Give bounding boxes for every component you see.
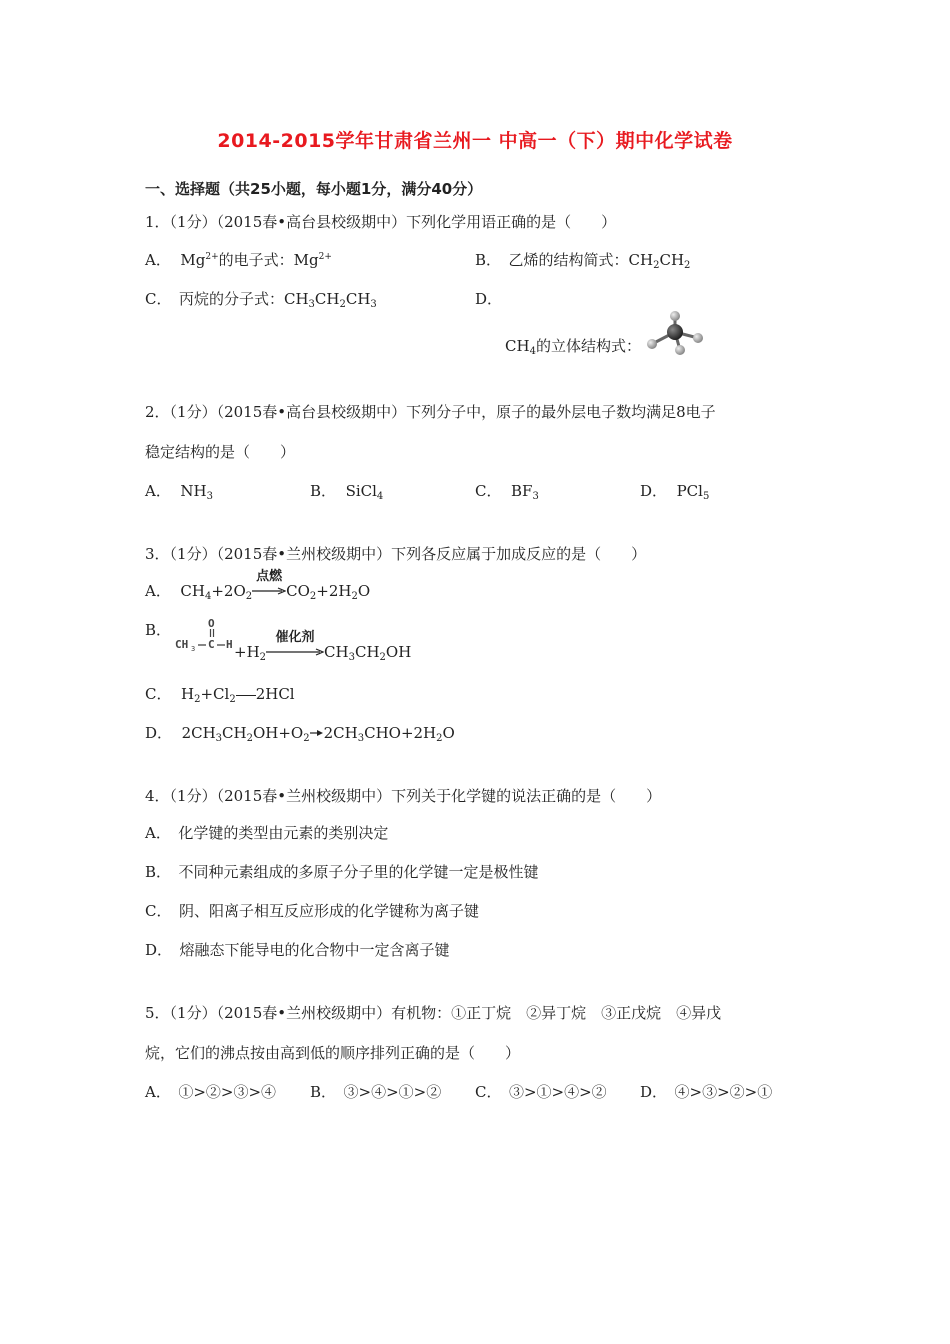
q5-option-c: C． ③>①>④>②	[475, 1083, 607, 1101]
reaction-arrow-icon	[310, 728, 324, 738]
q4-stem: 4．（1分）（2015春•兰州校级期中）下列关于化学键的说法正确的是（ ）	[145, 787, 662, 805]
q2-option-a: A． $NH_3$	[145, 482, 213, 502]
q3-b-condition: 催化剂	[275, 630, 315, 645]
q3-stem: 3．（1分）（2015春•兰州校级期中）下列各反应属于加成反应的是（ ）	[145, 545, 647, 563]
q1-option-d: $CH_4$的立体结构式：	[505, 337, 641, 357]
svg-text:H: H	[226, 638, 233, 651]
equals-line	[236, 695, 256, 696]
svg-text:3: 3	[191, 645, 196, 652]
q3-option-a: A． $CH_4+2O_2$ 点燃 $CO_2+2H_2O$	[145, 569, 371, 602]
q4-option-c: C． 阴、阳离子相互反应形成的化学键称为离子键	[145, 902, 479, 920]
q2-option-b: B． SiCl$_4$	[310, 482, 384, 502]
q5-option-b: B． ③>④>①>②	[310, 1083, 442, 1101]
section-heading: 一、选择题（共25小题，每小题1分，满分40分）	[145, 180, 483, 198]
methane-ball-stick-image	[640, 310, 712, 358]
q2-option-c: C． $BF_3$	[475, 482, 539, 502]
q2-option-d: D． PCl$_5$	[640, 482, 710, 502]
q5-stem-line2: 烷，它们的沸点按由高到低的顺序排列正确的是（ ）	[145, 1044, 521, 1062]
q5-option-d: D． ④>③>②>①	[640, 1083, 773, 1101]
q1-stem: 1．（1分）（2015春•高台县校级期中）下列化学用语正确的是（ ）	[145, 213, 617, 231]
q5-option-a: A． ①>②>③>④	[145, 1083, 277, 1101]
q3-option-c: C． $H_2+Cl_2$ 2HCl	[145, 685, 295, 705]
reaction-arrow-icon	[266, 647, 324, 657]
q1-option-a: A． $Mg^{2+}$的电子式：$Mg^{2+}$	[145, 251, 332, 269]
q3-a-condition: 点燃	[256, 569, 283, 584]
q1-option-c: C． 丙烷的分子式：$CH_3CH_2CH_3$	[145, 290, 377, 310]
q1-option-b: B． 乙烯的结构简式：$CH_2CH_2$	[475, 251, 691, 271]
reaction-arrow-icon	[252, 586, 286, 596]
q4-option-d: D． 熔融态下能导电的化合物中一定含离子键	[145, 941, 450, 959]
q3-option-b-label: B．	[145, 621, 172, 639]
svg-text:O: O	[208, 618, 215, 630]
q4-option-b: B． 不同种元素组成的多原子分子里的化学键一定是极性键	[145, 863, 539, 881]
q4-option-a: A． 化学键的类型由元素的类别决定	[145, 824, 389, 842]
q3-option-d: D． $2CH_3CH_2OH+O_2$ $2CH_3CHO+2H_2O$	[145, 724, 455, 744]
q2-stem-line1: 2．（1分）（2015春•高台县校级期中）下列分子中，原子的最外层电子数均满足8电子	[145, 403, 716, 421]
svg-text:C: C	[208, 638, 215, 651]
q3-option-b: $+H_2$ 催化剂 $CH_3CH_2OH$	[234, 630, 412, 663]
q5-stem-line1: 5．（1分）（2015春•兰州校级期中）有机物：①正丁烷 ②异丁烷 ③正戊烷 ④异戊	[145, 1004, 722, 1022]
q2-stem-line2: 稳定结构的是（ ）	[145, 443, 296, 461]
page-title: 2014-2015学年甘肃省兰州一 中高一（下）期中化学试卷	[217, 130, 733, 152]
svg-text:CH: CH	[175, 638, 189, 651]
q1-option-d-label: D．	[475, 290, 503, 308]
